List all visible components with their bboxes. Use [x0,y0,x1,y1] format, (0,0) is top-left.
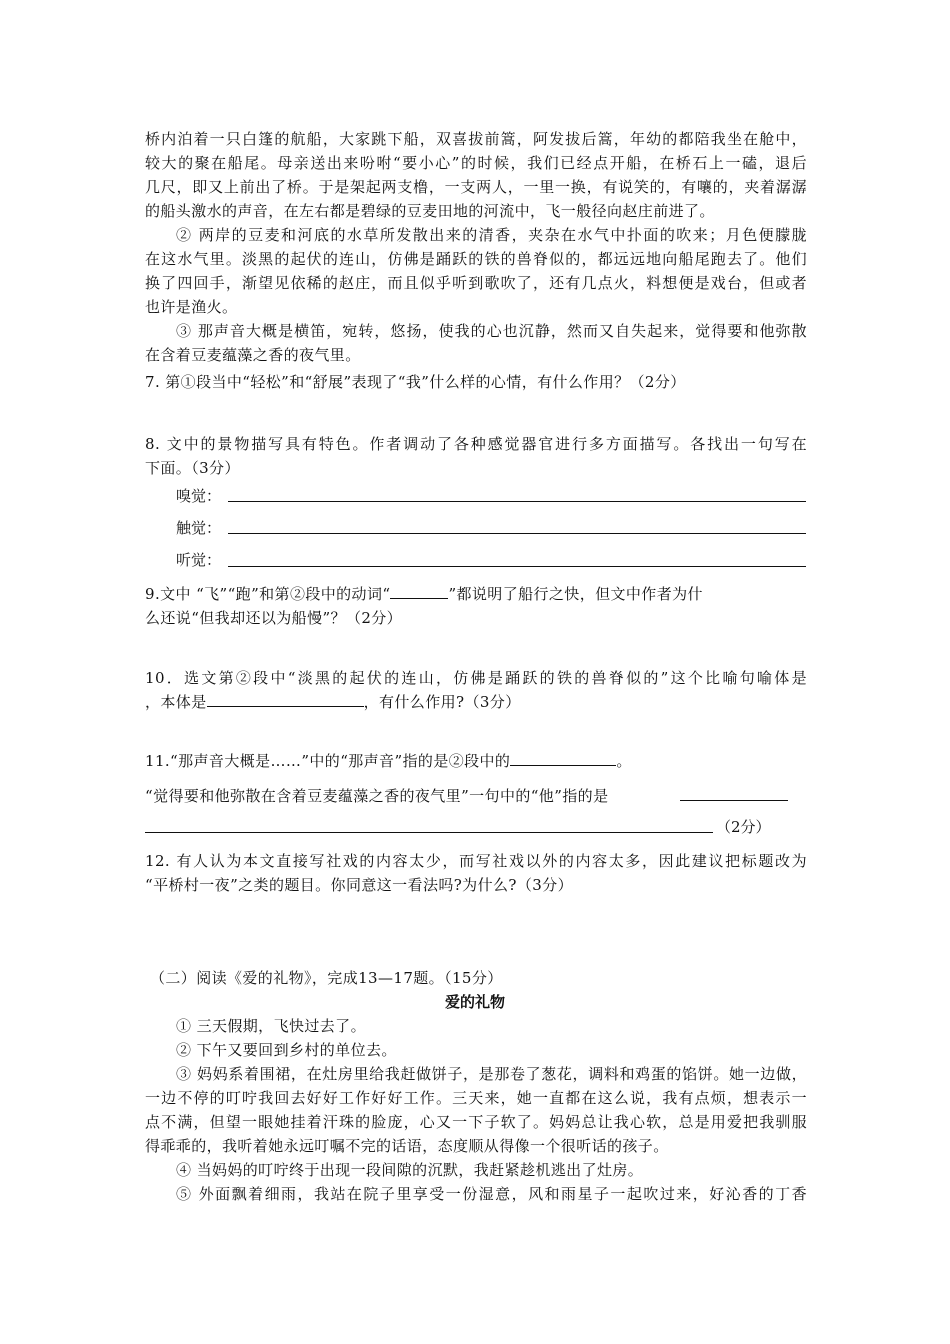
question-11-text: 。 [616,752,632,770]
question-9-text: ”都说明了船行之快，但文中作者为什 [448,585,703,603]
smell-label: 嗅觉： [176,487,222,505]
article-paragraph: 点不满，但望一眼她挂着汗珠的脸庞，心又一下子软了。妈妈总让我心软，总是用爱把我驯服 [145,1113,807,1131]
touch-answer-line[interactable] [228,533,806,534]
article-paragraph: ④ 当妈妈的叮咛终于出现一段间隙的沉默，我赶紧趁机逃出了灶房。 [176,1161,644,1179]
question-8: 下面。（3分） [145,459,240,477]
q11-score: （2分） [716,818,771,836]
question-12: “平桥村一夜”之类的题目。你同意这一看法吗?为什么?（3分） [145,876,573,894]
passage-line: 几尺，即又上前出了桥。于是架起两支橹，一支两人，一里一换，有说笑的，有嚷的，夹着潺潺 [145,178,807,196]
hearing-answer-line[interactable] [228,566,806,567]
article-paragraph: ② 下午又要回到乡村的单位去。 [176,1041,397,1059]
passage-line: ③ 那声音大概是横笛，宛转，悠扬，使我的心也沉静，然而又自失起来，觉得要和他弥散 [176,322,807,340]
touch-label: 触觉： [176,519,222,537]
passage-line: 也许是渔火。 [145,298,238,316]
question-11-text: 11.“那声音大概是……”中的“那声音”指的是②段中的 [145,752,511,770]
question-8: 8. 文中的景物描写具有特色。作者调动了各种感觉器官进行多方面描写。各找出一句写在 [145,435,807,453]
article-paragraph: ③ 妈妈系着围裙，在灶房里给我赶做饼子，是那卷了葱花，调料和鸡蛋的馅饼。她一边做， [176,1065,807,1083]
question-11: “觉得要和他弥散在含着豆麦蕴藻之香的夜气里”一句中的“他”指的是 [145,787,609,805]
question-9 [145,582,807,606]
passage-line: ② 两岸的豆麦和河底的水草所发散出来的清香，夹杂在水气中扑面的吹来；月色便朦胧 [176,226,807,244]
article-paragraph: ① 三天假期，飞快过去了。 [176,1017,366,1035]
question-10: 10．选文第②段中“淡黑的起伏的连山，仿佛是踊跃的铁的兽脊似的”这个比喻句喻体是 [145,669,807,687]
q11-blank-3[interactable] [145,832,713,833]
passage-line: 在含着豆麦蕴藻之香的夜气里。 [145,346,361,364]
q11-blank-1[interactable] [510,751,616,766]
question-11 [145,749,807,773]
question-10-text: ，有什么作用?（3分） [363,693,521,711]
passage-line: 桥内泊着一只白篷的航船，大家跳下船，双喜拔前篙，阿发拔后篙，年幼的都陪我坐在舱中， [145,130,807,148]
article-title: 爱的礼物 [444,993,505,1011]
article-paragraph: ⑤ 外面飘着细雨，我站在院子里享受一份湿意，风和雨星子一起吹过来，好沁香的丁香 [176,1185,807,1203]
question-9-text: 9.文中 “飞”“跑”和第②段中的动词“ [145,585,391,603]
passage-line: 在这水气里。淡黑的起伏的连山，仿佛是踊跃的铁的兽脊似的，都远远地向船尾跑去了。他们 [145,250,807,268]
q9-blank[interactable] [390,584,448,599]
passage-line: 换了四回手，渐望见依稀的赵庄，而且似乎听到歌吹了，还有几点火，料想便是戏台，但或者 [145,274,807,292]
question-10 [145,690,807,714]
passage-line: 较大的聚在船尾。母亲送出来吩咐“要小心”的时候，我们已经点开船，在桥石上一磕，退后 [145,154,807,172]
article-paragraph: 得乖乖的，我听着她永远叮嘱不完的话语，态度顺从得像一个很听话的孩子。 [145,1137,669,1155]
section-2-heading: （二）阅读《爱的礼物》，完成13—17题。（15分） [150,969,503,987]
question-12: 12. 有人认为本文直接写社戏的内容太少，而写社戏以外的内容太多，因此建议把标题改为 [145,852,807,870]
smell-answer-line[interactable] [228,501,806,502]
q10-blank[interactable] [207,692,364,707]
passage-line: 的船头激水的声音，在左右都是碧绿的豆麦田地的河流中，飞一般径向赵庄前进了。 [145,202,715,220]
question-10-text: ，本体是 [145,693,207,711]
q11-blank-2[interactable] [680,800,788,801]
question-9: 么还说“但我却还以为船慢”？（2分） [145,609,403,627]
article-paragraph: 一边不停的叮咛我回去好好工作好好工作。三天来，她一直都在这么说，我有点烦，想表示一 [145,1089,807,1107]
question-7: 7. 第①段当中“轻松”和“舒展”表现了“我”什么样的心情，有什么作用？（2分） [145,373,686,391]
hearing-label: 听觉： [176,551,222,569]
